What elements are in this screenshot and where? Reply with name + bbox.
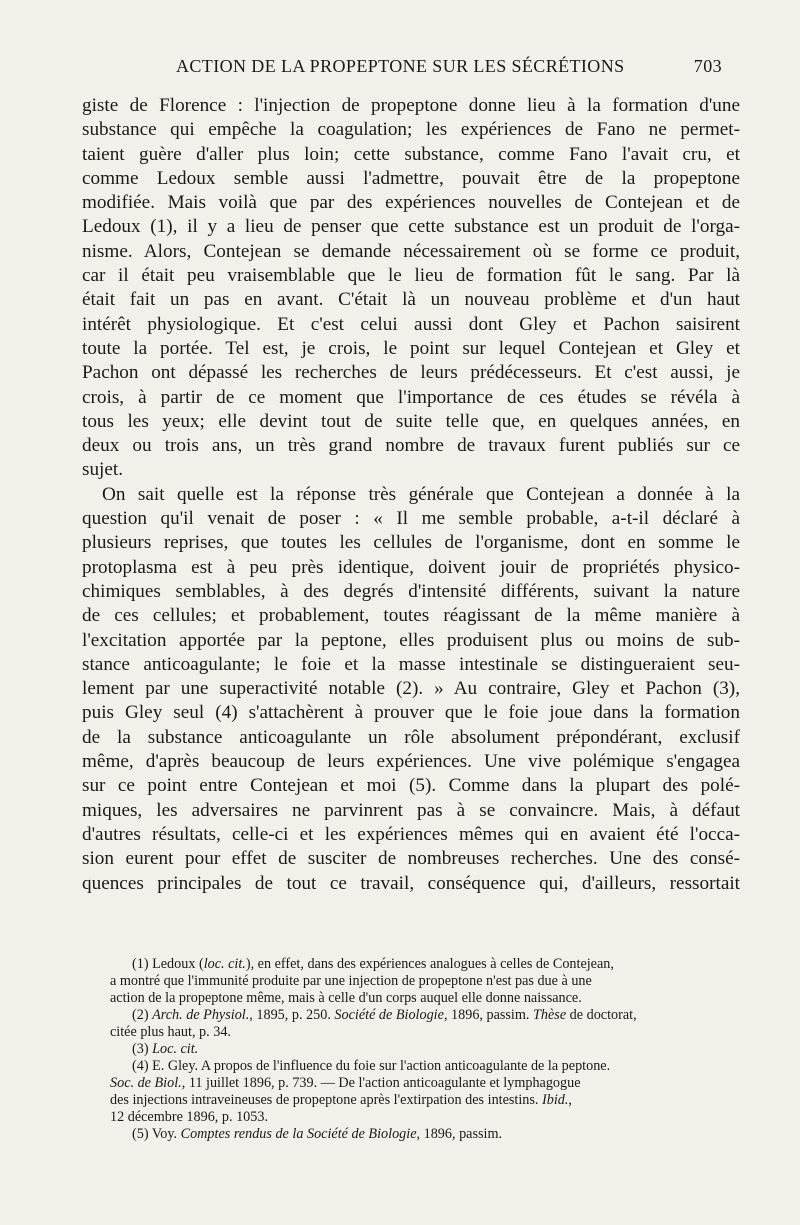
main-text bbox=[82, 94, 740, 896]
text-line: Ledoux (1), il y a lieu de penser que cette substance est un produit de l'orga- bbox=[82, 216, 740, 238]
footnote-line: (4) E. Gley. A propos de l'influence du foie sur l'action anticoagulante de la peptone. bbox=[132, 1058, 611, 1074]
text-line: était fait un pas en avant. C'était là un nouveau problème et d'un haut bbox=[82, 289, 740, 311]
text-line: même, d'après beaucoup de leurs expériences. Une vive polémique s'engagea bbox=[82, 751, 740, 773]
text-line: On sait quelle est la réponse très générale que Contejean a donnée à la bbox=[102, 483, 740, 505]
footnote-line: Soc. de Biol., 11 juillet 1896, p. 739. — De l'action anticoagulante et lymphagogue bbox=[110, 1075, 581, 1091]
footnote-5 bbox=[110, 1126, 758, 1143]
paragraph-2 bbox=[82, 483, 740, 896]
footnote-line: action de la propeptone même, mais à celle d'un corps auquel elle donne naissance. bbox=[110, 990, 582, 1006]
text-line: miques, les adversaires ne parvinrent pas à se convaincre. Mais, à défaut bbox=[82, 799, 740, 821]
text-line: chimiques semblables, à des degrés d'intensité différents, suivant la nature bbox=[82, 580, 740, 602]
text-line: de ces cellules; et probablement, toutes réagissant de la même manière à bbox=[82, 605, 740, 627]
footnote-line: (3) Loc. cit. bbox=[132, 1041, 199, 1057]
text-line: deux ou trois ans, un très grand nombre de travaux furent publiés sur ce bbox=[82, 435, 740, 457]
text-line: car il était peu vraisemblable que le lieu de formation fût le sang. Par là bbox=[82, 265, 740, 287]
text-line: sur ce point entre Contejean et moi (5). Comme dans la plupart des polé- bbox=[82, 775, 740, 797]
text-line: lement par une superactivité notable (2). » Au contraire, Gley et Pachon (3), bbox=[82, 678, 740, 700]
footnote-4 bbox=[110, 1058, 758, 1126]
paragraph-1 bbox=[82, 94, 740, 483]
text-line: sujet. bbox=[82, 459, 124, 481]
text-line: quences principales de tout ce travail, conséquence qui, d'ailleurs, ressortait bbox=[82, 872, 740, 894]
page-number: 703 bbox=[693, 56, 722, 76]
text-line: l'excitation apportée par la peptone, elles produisent plus ou moins de sub- bbox=[82, 629, 740, 651]
footnote-1 bbox=[110, 956, 758, 1007]
text-line: sion eurent pour effet de susciter de nombreuses recherches. Une des consé- bbox=[82, 848, 740, 870]
footnote-line: a montré que l'immunité produite par une injection de propeptone n'est pas due à une bbox=[110, 973, 592, 989]
footnote-line: des injections intraveineuses de propeptone après l'extirpation des intestins. Ibid., bbox=[110, 1092, 572, 1108]
running-title: ACTION DE LA PROPEPTONE SUR LES SÉCRÉTIONS bbox=[176, 56, 625, 76]
footnotes bbox=[110, 956, 758, 1143]
footnote-line: 12 décembre 1896, p. 1053. bbox=[110, 1109, 268, 1125]
footnote-2 bbox=[110, 1007, 758, 1041]
footnote-line: (2) Arch. de Physiol., 1895, p. 250. Société de Biologie, 1896, passim. Thèse de doctorat, bbox=[132, 1007, 637, 1023]
text-line: intérêt physiologique. Et c'est celui aussi dont Gley et Pachon saisirent bbox=[82, 313, 740, 335]
text-line: d'autres résultats, celle-ci et les expériences mêmes qui en avaient été l'occa- bbox=[82, 823, 740, 845]
text-line: tous les yeux; elle devint tout de suite telle que, en quelques années, en bbox=[82, 410, 740, 432]
text-line: stance anticoagulante; le foie et la masse intestinale se distingueraient seu- bbox=[82, 653, 740, 675]
footnote-line: (1) Ledoux (loc. cit.), en effet, dans des expériences analogues à celles de Contejean, bbox=[132, 956, 614, 972]
text-line: giste de Florence : l'injection de propeptone donne lieu à la formation d'une bbox=[82, 95, 740, 116]
text-line: substance qui empêche la coagulation; les expériences de Fano ne permet- bbox=[82, 119, 740, 141]
text-line: crois, à partir de ce moment que l'importance de ces études se révéla à bbox=[82, 386, 740, 408]
text-line: Pachon ont dépassé les recherches de leurs prédécesseurs. Et c'est aussi, je bbox=[82, 362, 740, 384]
text-line: de la substance anticoagulante un rôle absolument prépondérant, exclusif bbox=[82, 726, 740, 748]
text-line: taient guère d'aller plus loin; cette substance, comme Fano l'avait cru, et bbox=[82, 143, 740, 165]
text-line: question qu'il venait de poser : « Il me semble probable, a-t-il déclaré à bbox=[82, 508, 740, 530]
text-line: nisme. Alors, Contejean se demande nécessairement où se forme ce produit, bbox=[82, 240, 740, 262]
text-line: comme Ledoux semble aussi l'admettre, pouvait être de la propeptone bbox=[82, 167, 740, 189]
text-line: protoplasma est à peu près identique, doivent jouir de propriétés physico- bbox=[82, 556, 740, 578]
footnote-line: citée plus haut, p. 34. bbox=[110, 1024, 231, 1040]
text-line: plusieurs reprises, que toutes les cellules de l'organisme, dont en somme le bbox=[82, 532, 740, 554]
footnote-line: (5) Voy. Comptes rendus de la Société de Biologie, 1896, passim. bbox=[132, 1126, 503, 1142]
text-line: modifiée. Mais voilà que par des expériences nouvelles de Contejean et de bbox=[82, 192, 740, 214]
text-line: toute la portée. Tel est, je crois, le point sur lequel Contejean et Gley et bbox=[82, 337, 740, 359]
footnote-3 bbox=[110, 1041, 758, 1058]
text-line: puis Gley seul (4) s'attachèrent à prouver que le foie joue dans la formation bbox=[82, 702, 740, 724]
